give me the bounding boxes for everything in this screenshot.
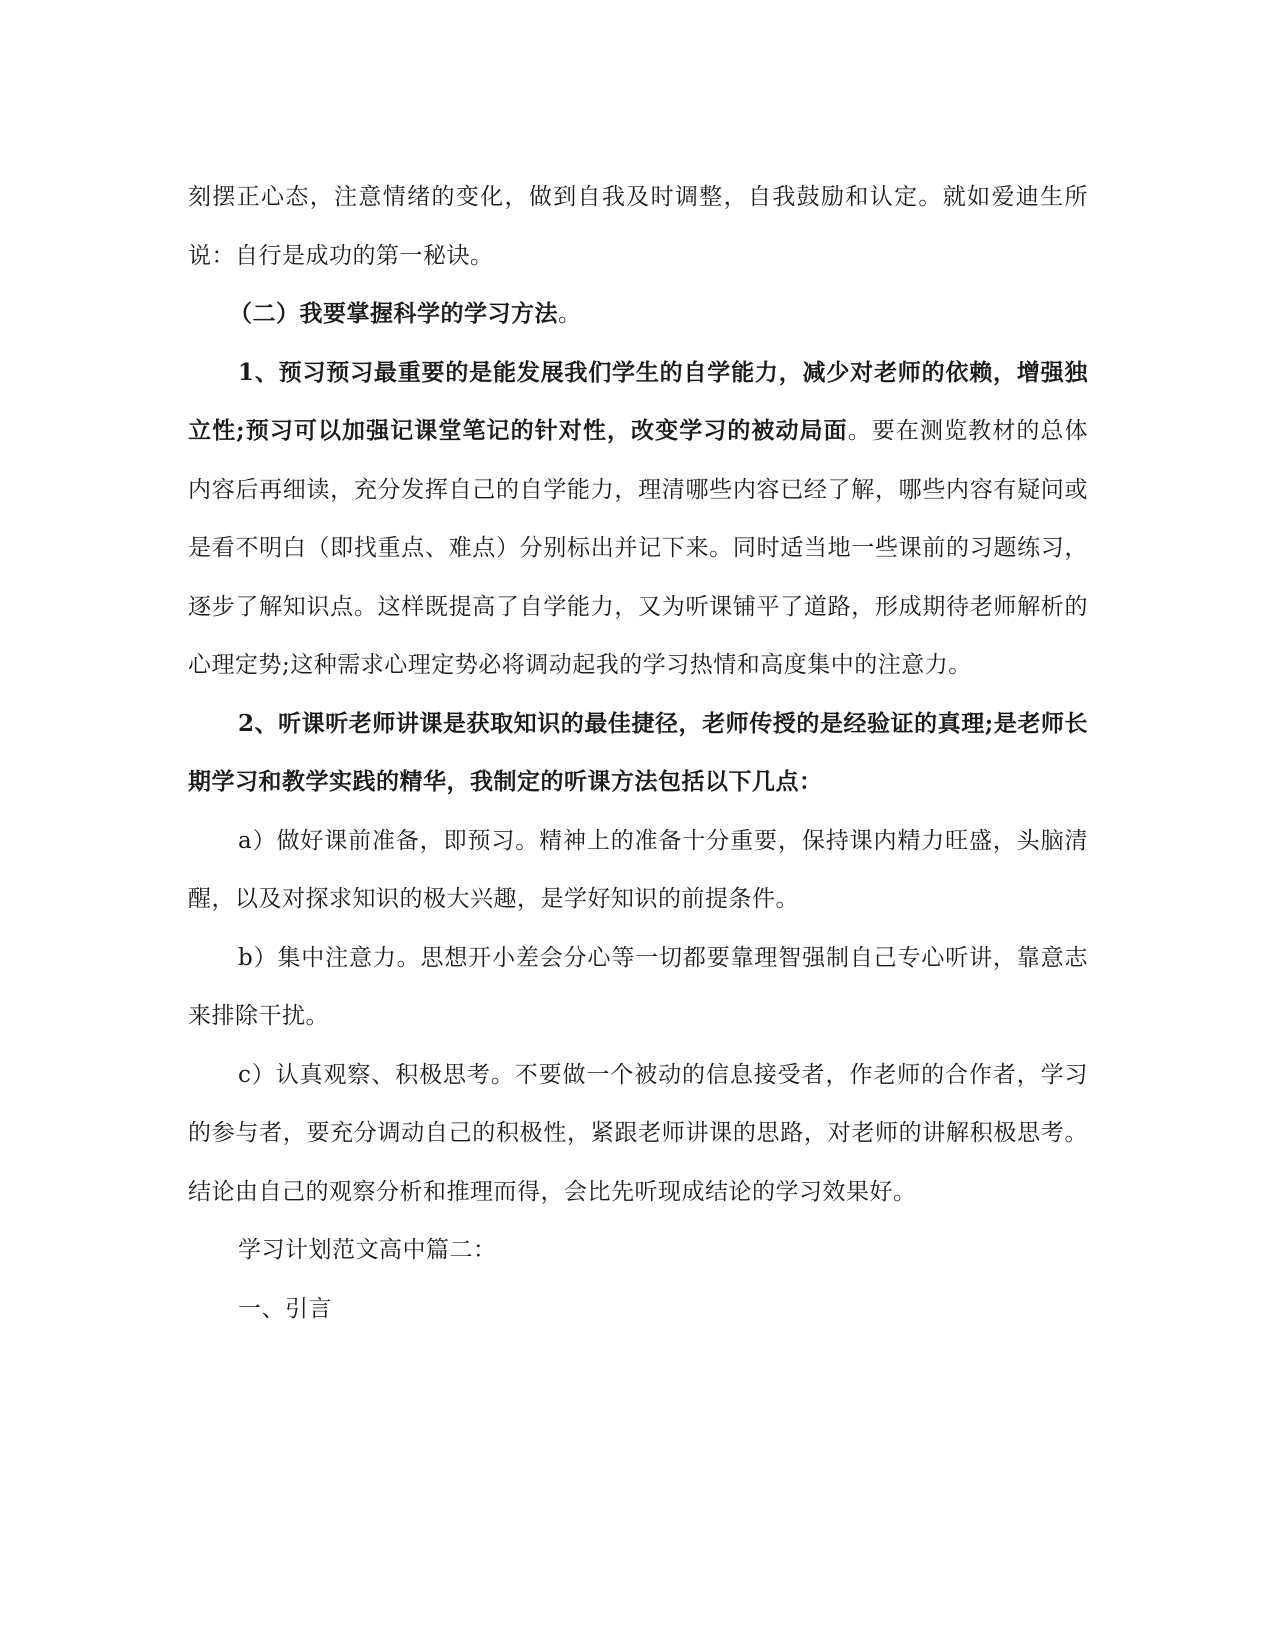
list-item-a — [188, 812, 1088, 929]
paragraph-text: c）认真观察、积极思考。不要做一个被动的信息接受者，作老师的合作者，学习的参与者，要充分调动自己的积极性，紧跟老师讲课的思路，对老师的讲解积极思考。结论由自己的观察分析和推理而得，会比先听现成结论的学习效果好。 — [188, 1061, 1088, 1205]
paragraph-text: 。要在测览教材的总体内容后再细读，充分发挥自己的自学能力，理清哪些内容已经了解，哪些内容有疑问或是看不明白（即找重点、难点）分别标出并记下来。同时适当地一些课前的习题练习，逐步了解知识点。这样既提高了自学能力，又为听课铺平了道路，形成期待老师解析的心理定势;这种需求心理定势必将调动起我的学习热情和高度集中的注意力。 — [188, 418, 1088, 678]
paragraph-text: a）做好课前准备，即预习。精神上的准备十分重要，保持课内精力旺盛，头脑清醒，以及对探求知识的极大兴趣，是学好知识的前提条件。 — [188, 827, 1088, 912]
paragraph-text: 一、引言 — [238, 1295, 332, 1322]
section-heading-text: （二）我要掌握科学的学习方法 — [229, 300, 558, 327]
paragraph-preview — [188, 344, 1088, 695]
paragraph-text: 刻摆正心态，注意情绪的变化，做到自我及时调整，自我鼓励和认定。就如爱迪生所说：自行是成功的第一秘诀。 — [188, 184, 1088, 269]
section-heading — [188, 285, 1088, 344]
section-introduction — [188, 1280, 1088, 1339]
paragraph-text: b）集中注意力。思想开小差会分心等一切都要靠理智强制自己专心听讲，靠意志来排除干扰。 — [188, 944, 1088, 1029]
list-item-c — [188, 1046, 1088, 1222]
paragraph-bold-lead: 2、听课听老师讲课是获取知识的最佳捷径，老师传授的是经验证的真理;是老师长期学习和教学实践的精华，我制定的听课方法包括以下几点： — [188, 709, 1088, 795]
paragraph-bold-lead: 1、预习预习最重要的是能发展我们学生的自学能力，减少对老师的依赖，增强独立性;预习可以加强记课堂笔记的针对性，改变学习的被动局面 — [188, 358, 1088, 444]
paragraph-text: 学习计划范文高中篇二： — [238, 1237, 497, 1263]
section-heading-punct: 。 — [558, 301, 582, 327]
paragraph-listening — [188, 695, 1088, 812]
paragraph-continuation — [188, 168, 1088, 285]
document-body — [188, 168, 1088, 1338]
article-subtitle — [188, 1221, 1088, 1280]
list-item-b — [188, 929, 1088, 1046]
